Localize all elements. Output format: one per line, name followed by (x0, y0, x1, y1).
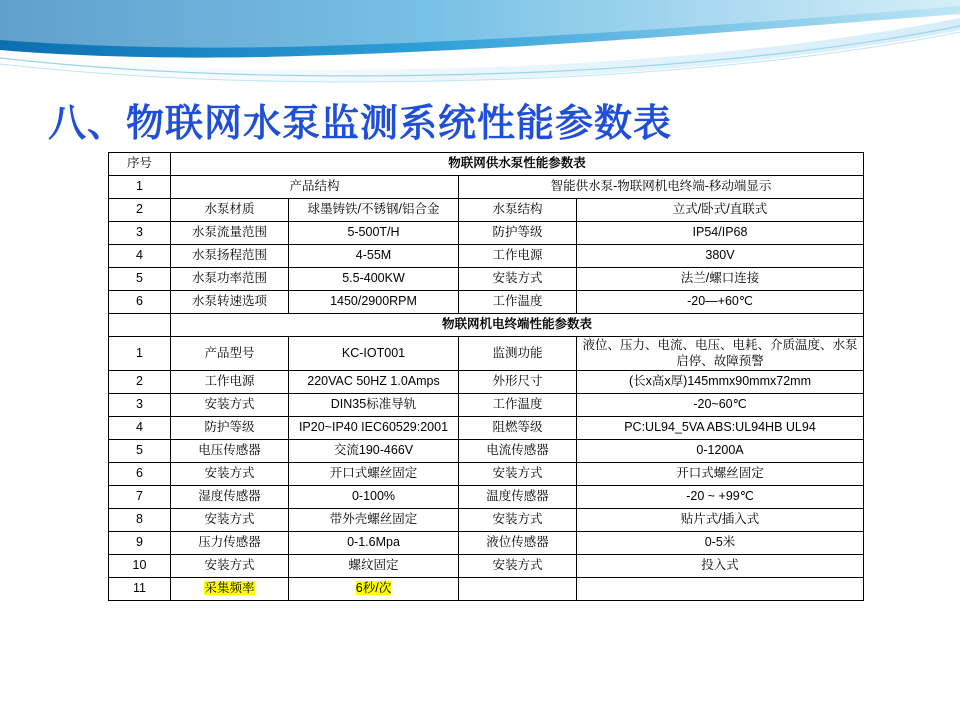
row-no: 6 (109, 291, 171, 314)
table-row (109, 268, 864, 291)
table-row (109, 509, 864, 532)
row-no: 2 (109, 371, 171, 394)
row-label-a: 安装方式 (171, 463, 289, 486)
row-value-d: PC:UL94_5VA ABS:UL94HB UL94 (577, 417, 864, 440)
table-header-row (109, 153, 864, 176)
row-label-c: 工作温度 (459, 291, 577, 314)
row-no: 3 (109, 222, 171, 245)
row-value-c: 智能供水泵-物联网机电终端-移动端显示 (459, 176, 864, 199)
row-no: 1 (109, 337, 171, 371)
row-value-d: IP54/IP68 (577, 222, 864, 245)
row-label-c: 工作温度 (459, 394, 577, 417)
col-no-header: 序号 (109, 153, 171, 176)
highlight-text: 6秒/次 (355, 581, 392, 596)
row-label-c: 工作电源 (459, 245, 577, 268)
row-value-d: 380V (577, 245, 864, 268)
row-label-a: 产品型号 (171, 337, 289, 371)
table-row (109, 245, 864, 268)
row-value-b: 0-1.6Mpa (289, 532, 459, 555)
row-label-a: 水泵功率范围 (171, 268, 289, 291)
row-label-a: 安装方式 (171, 394, 289, 417)
row-no: 3 (109, 394, 171, 417)
highlight-text: 采集频率 (204, 581, 255, 596)
row-no: 4 (109, 417, 171, 440)
row-label-a: 水泵扬程范围 (171, 245, 289, 268)
row-label-c: 防护等级 (459, 222, 577, 245)
row-value-d: 0-5米 (577, 532, 864, 555)
row-value-b: DIN35标准导轨 (289, 394, 459, 417)
row-label-a: 安装方式 (171, 555, 289, 578)
row-label-c: 安装方式 (459, 268, 577, 291)
row-label-c: 安装方式 (459, 555, 577, 578)
row-no: 8 (109, 509, 171, 532)
row-label-a: 防护等级 (171, 417, 289, 440)
row-label-c: 监测功能 (459, 337, 577, 371)
section-title-2: 物联网机电终端性能参数表 (171, 314, 864, 337)
row-label-c: 液位传感器 (459, 532, 577, 555)
row-label-c: 阻燃等级 (459, 417, 577, 440)
row-value-b: 带外壳螺丝固定 (289, 509, 459, 532)
row-label-c: 安装方式 (459, 509, 577, 532)
row-label-c: 水泵结构 (459, 199, 577, 222)
row-label-a: 安装方式 (171, 509, 289, 532)
row-no: 6 (109, 463, 171, 486)
row-value-d (577, 578, 864, 601)
table-row (109, 463, 864, 486)
table-row (109, 222, 864, 245)
row-value-b-highlighted (289, 578, 459, 601)
table-row (109, 440, 864, 463)
row-no: 2 (109, 199, 171, 222)
row-label-a-highlighted (171, 578, 289, 601)
row-value-d: 开口式螺丝固定 (577, 463, 864, 486)
row-no: 1 (109, 176, 171, 199)
row-no: 7 (109, 486, 171, 509)
row-value-d: 投入式 (577, 555, 864, 578)
table-section-row (109, 314, 864, 337)
row-value-d: 立式/卧式/直联式 (577, 199, 864, 222)
row-label-a: 电压传感器 (171, 440, 289, 463)
row-label-a: 湿度传感器 (171, 486, 289, 509)
row-value-b: 5.5-400KW (289, 268, 459, 291)
row-no: 9 (109, 532, 171, 555)
row-label-c: 安装方式 (459, 463, 577, 486)
row-no: 4 (109, 245, 171, 268)
table-row (109, 532, 864, 555)
row-label-a: 水泵流量范围 (171, 222, 289, 245)
table-row (109, 371, 864, 394)
table-row (109, 199, 864, 222)
row-value-b: 螺纹固定 (289, 555, 459, 578)
row-value-d: 贴片式/插入式 (577, 509, 864, 532)
row-value-d: 0-1200A (577, 440, 864, 463)
row-value-d: 法兰/螺口连接 (577, 268, 864, 291)
table-row (109, 578, 864, 601)
parameter-table-container (108, 152, 863, 601)
decorative-header-banner (0, 0, 960, 90)
row-no: 5 (109, 440, 171, 463)
row-label-a: 工作电源 (171, 371, 289, 394)
row-value-b: 球墨铸铁/不锈钢/铝合金 (289, 199, 459, 222)
row-no: 11 (109, 578, 171, 601)
parameter-table (108, 152, 864, 601)
row-label-c: 外形尺寸 (459, 371, 577, 394)
row-value-b: 4-55M (289, 245, 459, 268)
empty-cell (109, 314, 171, 337)
row-value-d: -20—+60℃ (577, 291, 864, 314)
row-label-a: 压力传感器 (171, 532, 289, 555)
table-row (109, 291, 864, 314)
row-label-c: 温度传感器 (459, 486, 577, 509)
table-row (109, 394, 864, 417)
row-value-b: 开口式螺丝固定 (289, 463, 459, 486)
table-row (109, 176, 864, 199)
row-value-b: 交流190-466V (289, 440, 459, 463)
row-label-a: 产品结构 (171, 176, 459, 199)
row-label-a: 水泵转速选项 (171, 291, 289, 314)
row-no: 5 (109, 268, 171, 291)
section-title-1: 物联网供水泵性能参数表 (171, 153, 864, 176)
row-value-b: 220VAC 50HZ 1.0Amps (289, 371, 459, 394)
row-value-d: -20 ~ +99℃ (577, 486, 864, 509)
row-value-d: (长x高x厚)145mmx90mmx72mm (577, 371, 864, 394)
row-label-a: 水泵材质 (171, 199, 289, 222)
row-value-d: 液位、压力、电流、电压、电耗、介质温度、水泵启停、故障预警 (577, 337, 864, 371)
page-title: 八、物联网水泵监测系统性能参数表 (48, 103, 673, 145)
row-value-b: KC-IOT001 (289, 337, 459, 371)
row-label-c (459, 578, 577, 601)
table-row (109, 337, 864, 371)
row-value-b: 5-500T/H (289, 222, 459, 245)
row-no: 10 (109, 555, 171, 578)
row-value-b: IP20~IP40 IEC60529:2001 (289, 417, 459, 440)
table-row (109, 417, 864, 440)
table-row (109, 555, 864, 578)
row-value-b: 0-100% (289, 486, 459, 509)
row-value-d: -20~60℃ (577, 394, 864, 417)
row-label-c: 电流传感器 (459, 440, 577, 463)
row-value-b: 1450/2900RPM (289, 291, 459, 314)
table-row (109, 486, 864, 509)
